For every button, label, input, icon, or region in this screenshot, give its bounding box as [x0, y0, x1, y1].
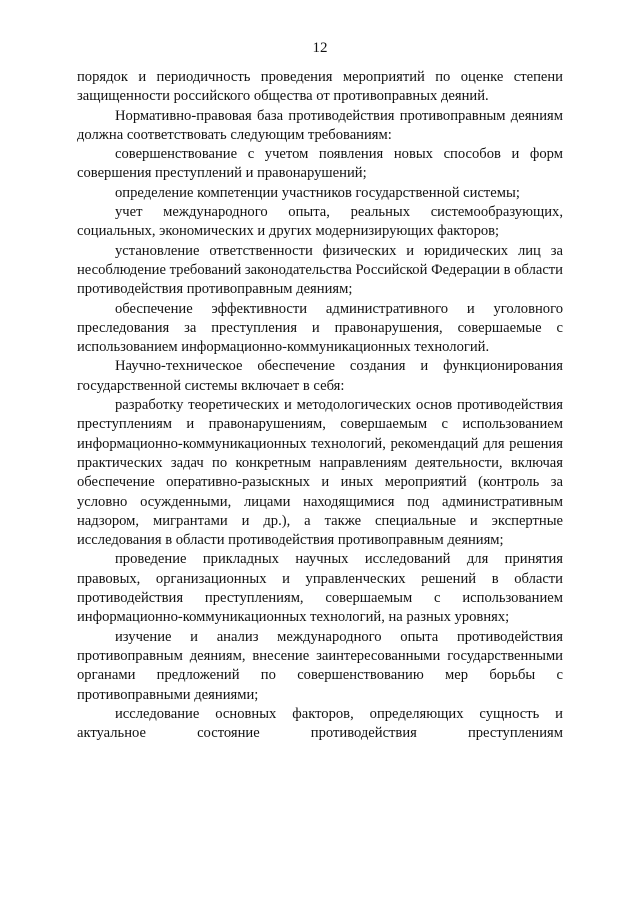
paragraph-1: порядок и периодичность проведения мероприятий по оценке степени защищенности российского общества от противоправных деяний. [77, 69, 563, 105]
paragraph-10: проведение прикладных научных исследований для принятия правовых, организационных и управленческих решений в области противодействия преступлениям, совершаемым с использованием информационно-коммуникационных технологий, на разных уровнях; [77, 551, 563, 626]
page-number: 12 [312, 40, 328, 56]
body-text [77, 68, 563, 743]
paragraph-4: определение компетенции участников государственной системы; [115, 184, 520, 201]
paragraph-3: совершенствование с учетом появления новых способов и форм совершения преступлений и правонарушений; [77, 146, 563, 182]
paragraph-12: исследование основных факторов, определяющих сущность и актуальное состояние противодействия преступлениям [77, 705, 563, 742]
paragraph-7: обеспечение эффективности административного и уголовного преследования за преступления и правонарушения, совершаемые с использованием информационно-коммуникационных технологий. [77, 300, 563, 356]
paragraph-11: изучение и анализ международного опыта противодействия противоправным деяниям, внесение заинтересованными государственными органами предложений по совершенствованию мер борьбы с противоправными деяниями; [77, 628, 563, 703]
paragraph-8: Научно-техническое обеспечение создания и функционирования государственной системы включает в себя: [77, 358, 563, 394]
paragraph-9: разработку теоретических и методологических основ противодействия преступлениям и правонарушениям, совершаемым с использованием информационно-коммуникационных технологий, рекомендаций для решения практических задач по конкретным направлениям деятельности, включая обеспечение оперативно-разыскных и иных мероприятий (контроль за условно осужденными, лицами находящимися под административным надзором, мигрантами и др.), а также специальные и экспертные исследования в области противодействия противоправным деяниям; [77, 397, 563, 549]
paragraph-6: установление ответственности физических и юридических лиц за несоблюдение требований законодательства Российской Федерации в области противодействия противоправным деяниям; [77, 242, 563, 298]
paragraph-2: Нормативно-правовая база противодействия противоправным деяниям должна соответствовать следующим требованиям: [77, 107, 563, 143]
paragraph-5: учет международного опыта, реальных системообразующих, социальных, экономических и других модернизирующих факторов; [77, 204, 563, 240]
